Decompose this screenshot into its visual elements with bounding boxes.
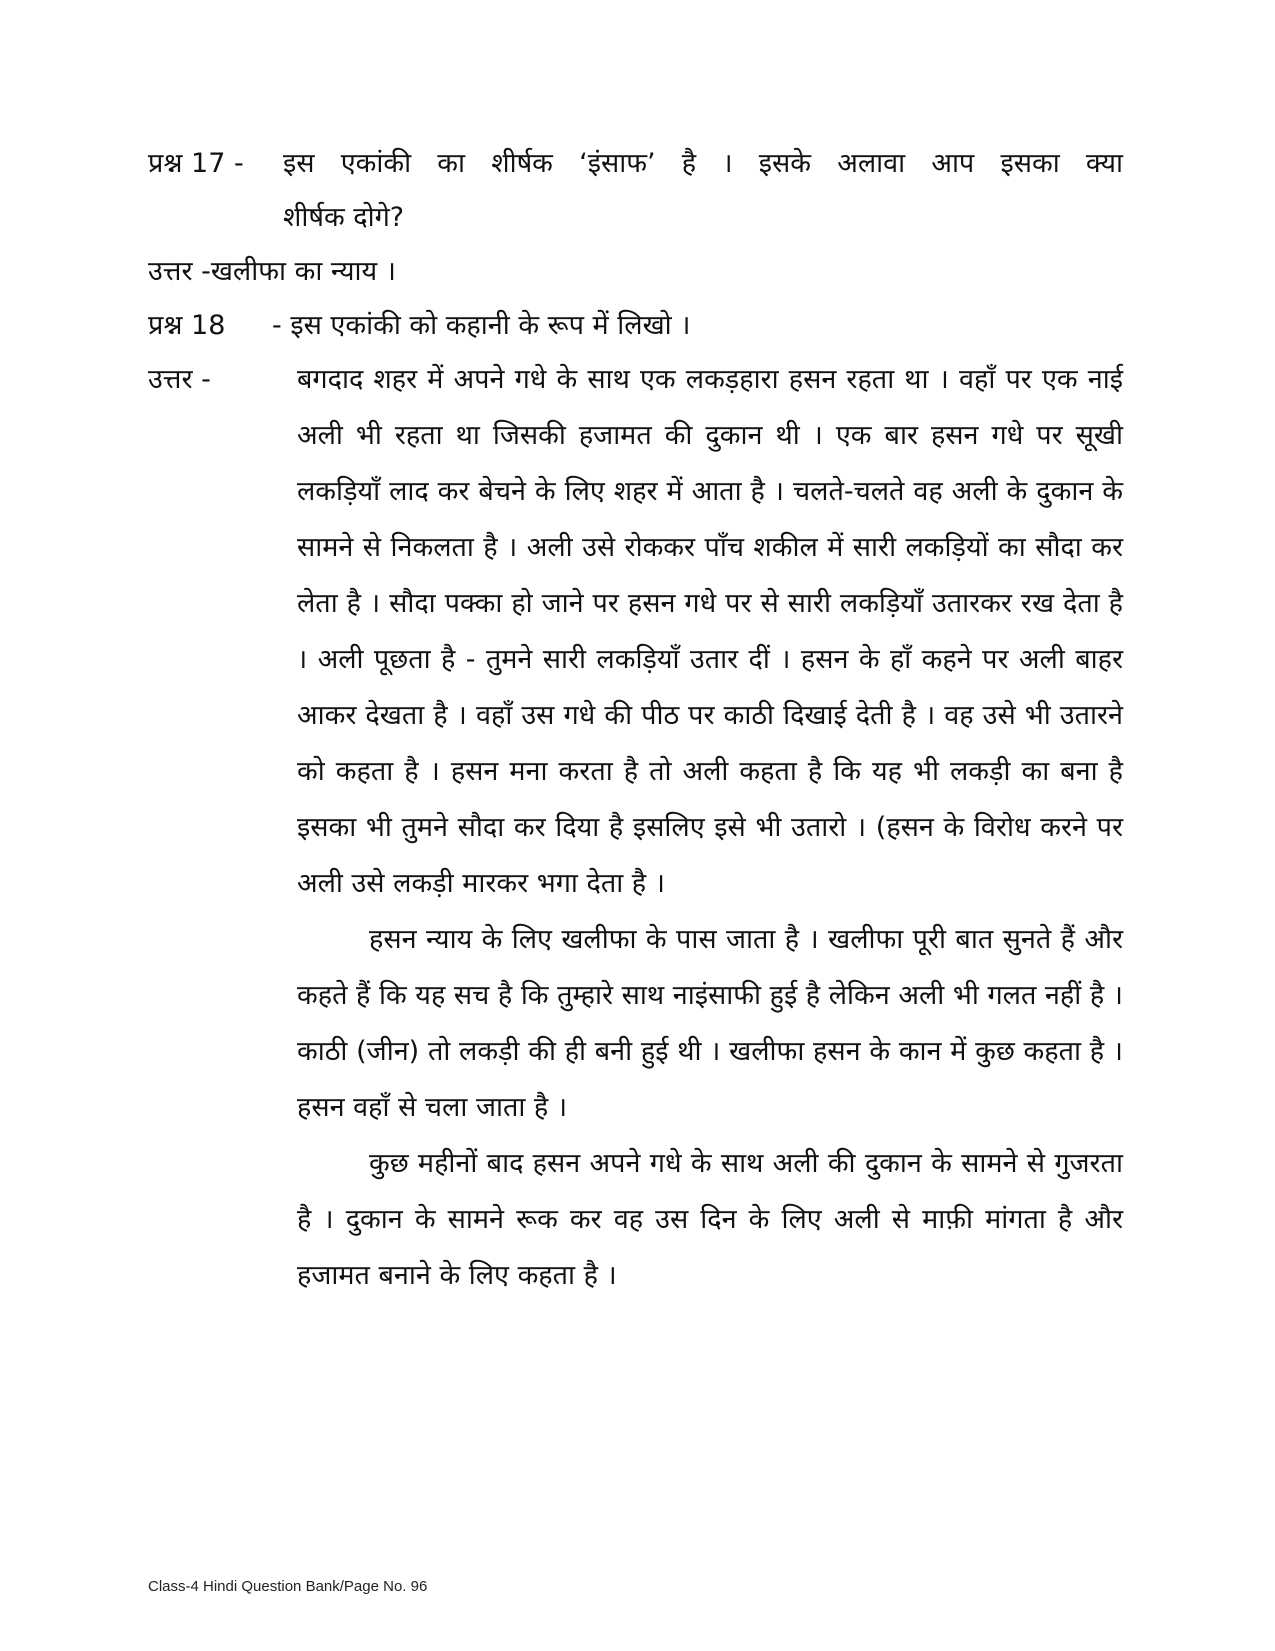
answer-17: [148, 244, 1123, 300]
question-17-label: प्रश्न 17 -: [148, 148, 244, 179]
answer-17-label: उत्तर -: [148, 256, 211, 287]
answer-17-text: खलीफा का न्याय ।: [210, 256, 397, 287]
answer-18-label: उत्तर -: [148, 364, 211, 395]
question-17: [148, 136, 1123, 192]
answer-18-paragraph-2: हसन न्याय के लिए खलीफा के पास जाता है । खलीफा पूरी बात सुनते हैं और कहते हैं कि यह सच है कि तुम्हारे साथ नाइंसाफी हुई है लेकिन अली भी गलत नहीं है । काठी (जीन) तो लकड़ी की ही बनी हुई थी । खलीफा हसन के कान में कुछ कहता है । हसन वहाँ से चला जाता है ।: [297, 924, 1123, 1123]
question-18-label: प्रश्न 18: [148, 310, 226, 341]
question-18: [148, 298, 1123, 354]
question-18-text: - इस एकांकी को कहानी के रूप में लिखो ।: [272, 310, 691, 341]
answer-18-paragraph-1: बगदाद शहर में अपने गधे के साथ एक लकड़हारा हसन रहता था । वहाँ पर एक नाई अली भी रहता था जिसकी हजामत की दुकान थी । एक बार हसन गधे पर सूखी लकड़ियाँ लाद कर बेचने के लिए शहर में आता है । चलते-चलते वह अली के दुकान के सामने से निकलता है । अली उसे रोककर पाँच शकील में सारी लकड़ियों का सौदा कर लेता है । सौदा पक्का हो जाने पर हसन गधे पर से सारी लकड़ियाँ उतारकर रख देता है । अली पूछता है - तुमने सारी लकड़ियाँ उतार दीं । हसन के हाँ कहने पर अली बाहर आकर देखता है । वहाँ उस गधे की पीठ पर काठी दिखाई देती है । वह उसे भी उतारने को कहता है । हसन मना करता है तो अली कहता है कि यह भी लकड़ी का बना है इसका भी तुमने सौदा कर दिया है इसलिए इसे भी उतारो । (हसन के विरोध करने पर अली उसे लकड़ी मारकर भगा देता है ।: [297, 364, 1123, 899]
answer-18-body: [297, 352, 1123, 1304]
question-17-text-line2: शीर्षक दोगे?: [283, 202, 405, 233]
question-17-text-line1: इस एकांकी का शीर्षक ‘इंसाफ’ है । इसके अलावा आप इसका क्या: [283, 148, 1123, 179]
page-footer: Class-4 Hindi Question Bank/Page No. 96: [148, 1578, 428, 1595]
answer-18-paragraph-3: कुछ महीनों बाद हसन अपने गधे के साथ अली की दुकान के सामने से गुजरता है । दुकान के सामने रूक कर वह उस दिन के लिए अली से माफ़ी मांगता है और हजामत बनाने के लिए कहता है ।: [297, 1148, 1123, 1291]
